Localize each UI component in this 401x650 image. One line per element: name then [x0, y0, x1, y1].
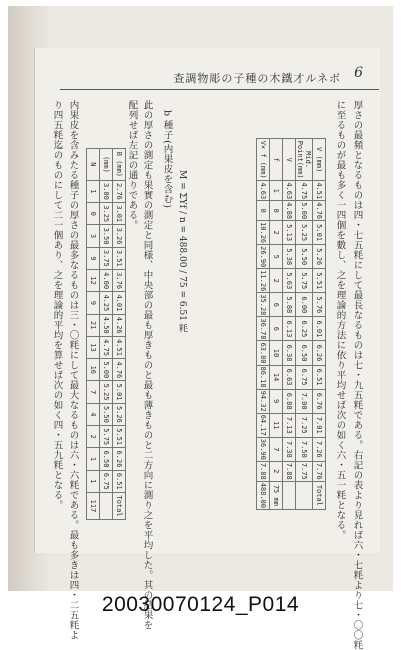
table2-cell: 5.25: [100, 381, 113, 403]
table1-cell: 7.00: [296, 389, 313, 413]
table1-cell: 5.01: [313, 221, 326, 245]
table1-cell: 0: [270, 201, 283, 221]
table-2-container: [84, 148, 126, 520]
table2-row-label: B (mm): [113, 149, 126, 181]
table2-cell: 4: [87, 403, 100, 425]
table1-cell: 7.88: [257, 461, 270, 481]
table1-cell: 6.50: [296, 341, 313, 365]
table1-row-label: Mid. Point(mm): [296, 139, 313, 181]
table2-total-cell: 117: [87, 492, 100, 519]
table2-cell: 9: [87, 247, 100, 269]
table2-cell: 4.00: [100, 269, 113, 291]
table1-row: [257, 139, 270, 510]
table2-row: [113, 149, 126, 520]
table2-cell: 1: [87, 470, 100, 492]
table1-cell: 5.88: [283, 293, 296, 317]
table2-cell: 16: [87, 359, 100, 381]
table2-row: [100, 149, 113, 520]
table1-cell: 5.51: [313, 269, 326, 293]
table2-cell: 4.50: [100, 314, 113, 336]
table1-cell: 36.78: [257, 317, 270, 341]
table1-row: [270, 139, 283, 510]
table2-cell: 4.26: [113, 314, 126, 336]
table1-cell: 0: [257, 201, 270, 221]
table1-cell: 5.38: [283, 245, 296, 269]
image-caption: 20030070124_P014: [101, 593, 300, 616]
table1-cell: 4.63: [283, 181, 296, 201]
table1-cell: 2: [270, 461, 283, 481]
table1-cell: 6.88: [283, 389, 296, 413]
table2-cell: 0: [87, 203, 100, 225]
table1-cell: 5.00: [296, 201, 313, 221]
table2-cell: 3.26: [113, 225, 126, 247]
table2-cell: 12: [87, 269, 100, 291]
table-1-container: [196, 138, 326, 510]
mean-formula: [176, 170, 189, 370]
table2-cell: 4.25: [100, 292, 113, 314]
table1-cell: 6.76: [313, 389, 326, 413]
table1-row: [313, 139, 326, 510]
table1-cell: 7.01: [313, 413, 326, 437]
table2-cell: 4.75: [100, 336, 113, 358]
table2-cell: 21: [87, 314, 100, 336]
table1-cell: 6.51: [313, 365, 326, 389]
table1-cell: 4.88: [283, 201, 296, 221]
table1-cell: 5.50: [296, 245, 313, 269]
table1-cell: 11.26: [257, 269, 270, 293]
table1-total-cell: [296, 481, 313, 509]
table2-cell: 5.26: [113, 403, 126, 425]
table2-cell: 3: [87, 225, 100, 247]
running-header: 查調物彫の子種の木鐵才ルネボ: [173, 72, 341, 85]
table2-total-cell: [100, 492, 113, 519]
table2-cell: 9: [87, 292, 100, 314]
paragraph-line-3: 此の厚さの測定も果實の測定と同様、中央部の最も厚きものと最も薄きものと二方向に測り之を平均した。其の結果を: [141, 100, 153, 630]
paragraph-line-2: に至るものが最も多く一四個を數し、之を理論的方法に依り平均せば次の如く六・五一粍となる。: [334, 100, 346, 540]
table1-total-cell: 488.00: [257, 481, 270, 509]
table1-cell: 7.75: [296, 461, 313, 481]
table2-cell: 3.51: [113, 247, 126, 269]
paragraph-line-1: 厚さの最頻となるものは四・七五粍にして最長なるものは七・九五粍である。右記の表より見れば六・七粍より七・〇〇粍: [351, 100, 363, 650]
table1-cell: 7.26: [313, 437, 326, 461]
table1-cell: 86.18: [257, 365, 270, 389]
table2-cell: 13: [87, 336, 100, 358]
table1-cell: 5.75: [296, 269, 313, 293]
table1-cell: 63.80: [257, 341, 270, 365]
table1-cell: 94.32: [257, 389, 270, 413]
table2-cell: 6.50: [100, 448, 113, 470]
table1-cell: 64.17: [257, 413, 270, 437]
table1-cell: 7.25: [296, 413, 313, 437]
table1-row: [283, 139, 296, 510]
table1-cell: 2: [270, 269, 283, 293]
table2-total-cell: Total: [113, 492, 126, 519]
table1-cell: 6.25: [296, 317, 313, 341]
table2-cell: 7: [87, 381, 100, 403]
table1-cell: 11: [270, 413, 283, 437]
table2-cell: 5.51: [113, 426, 126, 448]
table1-cell: 35.28: [257, 293, 270, 317]
seed-thickness-table: [86, 148, 126, 520]
table2-cell: 6.26: [113, 448, 126, 470]
table2-cell: 4.01: [113, 292, 126, 314]
table1-cell: 6.01: [313, 317, 326, 341]
table2-row-label: (mm): [100, 149, 113, 181]
formula-text: M = ΣYf / n = 488.00 / 75 = 6.51 粍: [177, 170, 187, 333]
table1-total-cell: Total: [313, 481, 326, 509]
paragraph-line-5: 内果皮を含みたる種子の厚さの最多なるものは三・〇粍にして最大なるものは六・六粍である。最も多きは四・二五粍よ: [67, 100, 79, 640]
table1-cell: 10: [270, 341, 283, 365]
table1-row-label: V× f (mm): [257, 139, 270, 181]
table1-cell: 7.38: [283, 437, 296, 461]
table2-cell: 2.76: [113, 180, 126, 202]
table1-cell: 6.26: [313, 341, 326, 365]
table1-cell: 7.76: [313, 461, 326, 481]
table1-cell: 4.63: [257, 181, 270, 201]
table1-cell: 5.26: [313, 245, 326, 269]
table1-row: [296, 139, 313, 510]
table2-cell: 1: [87, 448, 100, 470]
table1-cell: 5: [270, 245, 283, 269]
table2-cell: 3.50: [100, 225, 113, 247]
table1-cell: 6.38: [283, 341, 296, 365]
table1-cell: 6.75: [296, 365, 313, 389]
table1-cell: 5.76: [313, 293, 326, 317]
table1-cell: 4.75: [296, 181, 313, 201]
table2-cell: 3.00: [100, 180, 113, 202]
table1-cell: 4.76: [313, 201, 326, 221]
section-b-heading: b 種子(内果皮を含む): [161, 110, 173, 209]
table1-cell: 4.51: [313, 181, 326, 201]
table2-row-label: N: [87, 149, 100, 181]
table1-cell: 6: [270, 317, 283, 341]
table2-cell: 3.76: [113, 269, 126, 291]
table2-cell: 5.01: [113, 381, 126, 403]
table1-row-label: f: [270, 139, 283, 181]
table1-cell: 1: [270, 181, 283, 201]
table1-cell: 7.88: [283, 461, 296, 481]
table2-cell: 3.01: [113, 203, 126, 225]
table1-cell: 36.90: [257, 437, 270, 461]
table2-cell: 5.75: [100, 426, 113, 448]
table1-cell: 6.00: [296, 293, 313, 317]
table2-cell: 3.75: [100, 247, 113, 269]
table1-cell: 5.25: [296, 221, 313, 245]
table2-cell: 6.75: [100, 470, 113, 492]
table1-cell: 6.13: [283, 317, 296, 341]
header-rule: [60, 89, 379, 90]
table1-cell: 6.63: [283, 365, 296, 389]
table1-cell: 10.26: [257, 221, 270, 245]
table2-cell: 3.25: [100, 203, 113, 225]
table2-cell: 6.51: [113, 470, 126, 492]
table2-cell: 5.50: [100, 403, 113, 425]
table1-total-cell: 75 mm: [270, 481, 283, 509]
table1-row-label: V (mm): [313, 139, 326, 181]
table1-cell: 9: [270, 389, 283, 413]
table1-cell: 2: [270, 221, 283, 245]
table2-cell: 2: [87, 426, 100, 448]
table2-cell: 1: [87, 180, 100, 202]
table1-total-cell: [283, 481, 296, 509]
table1-row-label: V: [283, 139, 296, 181]
table2-cell: 4.76: [113, 359, 126, 381]
table1-cell: 7.50: [296, 437, 313, 461]
table1-cell: 5.63: [283, 269, 296, 293]
table1-cell: 26.90: [257, 245, 270, 269]
table2-cell: 5.00: [100, 359, 113, 381]
table2-cell: 4.51: [113, 336, 126, 358]
table1-cell: 7: [270, 437, 283, 461]
paragraph-line-6: り四五粍迄のものにして二一個あり、之を理論的平均を算せば次の如く四・五九粍となる。: [51, 100, 63, 510]
page-number: 6: [354, 65, 363, 81]
table1-cell: 6: [270, 293, 283, 317]
thickness-table: [256, 138, 326, 510]
table2-row: [87, 149, 100, 520]
paragraph-line-4: 配列せば左記の通りである。: [126, 100, 138, 230]
table1-cell: 5.13: [283, 221, 296, 245]
table1-cell: 14: [270, 365, 283, 389]
table1-cell: 7.13: [283, 413, 296, 437]
